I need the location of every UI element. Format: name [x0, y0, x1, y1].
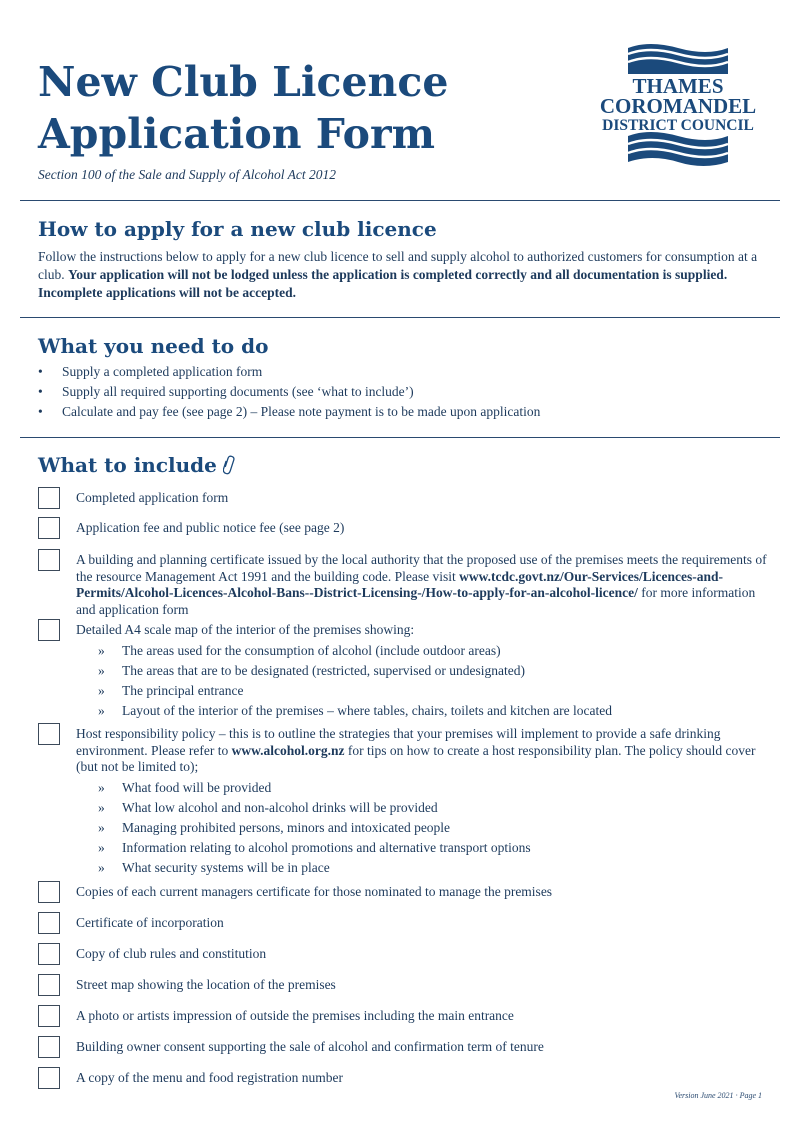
include-item [38, 1005, 768, 1025]
map-text: Detailed A4 scale map of the interior of the premises showing: [76, 622, 415, 637]
item-text: Copies of each current managers certificate for those nominated to manage the premises [76, 884, 553, 899]
item-text: Street map showing the location of the premises [76, 977, 336, 992]
item-text: Building owner consent supporting the sale of alcohol and confirmation term of tenure [76, 1039, 544, 1054]
item-text [76, 723, 768, 878]
certificate-tail: for more information and application form [76, 585, 756, 617]
include-item [38, 943, 768, 963]
host-policy-text: Host responsibility policy – this is to outline the strategies that your premises will implement to provide a safe drinking environment. Please refer to [76, 726, 721, 758]
host-policy-tail: for tips on how to create a host responsibility plan. The policy should cover (but not be limited to); [76, 742, 756, 774]
page-number: Page 1 [739, 1091, 762, 1100]
list-item: • Supply all required supporting documents (see ‘what to include’) [38, 382, 540, 402]
item-text [76, 549, 768, 618]
council-logo [594, 44, 762, 166]
what-to-do-heading: What you need to do [38, 334, 269, 358]
list-item: » Managing prohibited persons, minors and intoxicated people [76, 818, 768, 838]
item-text: A copy of the menu and food registration number [76, 1070, 343, 1085]
what-to-include-heading [38, 453, 235, 481]
list-item: » What food will be provided [76, 778, 768, 798]
logo-line-2: COROMANDEL [599, 94, 757, 118]
checkbox[interactable] [38, 881, 60, 903]
certificate-text: A building and planning certificate issued by the local authority that the proposed use of the premises meets the requirements of the resource Management Act 1991 and the building code. Please visit [76, 552, 767, 584]
include-item [38, 723, 768, 878]
include-item [38, 974, 768, 994]
page-title [38, 56, 448, 160]
map-sublist [76, 641, 768, 721]
footer-separator: · [735, 1091, 738, 1100]
item-text: Application fee and public notice fee (see page 2) [76, 520, 345, 535]
host-policy-sublist [76, 778, 768, 878]
include-item [38, 912, 768, 932]
what-to-include-title: What to include [38, 453, 217, 477]
title-line-2: Application Form [38, 110, 435, 158]
checkbox[interactable] [38, 619, 60, 641]
checkbox[interactable] [38, 1005, 60, 1027]
checkbox[interactable] [38, 943, 60, 965]
include-item [38, 881, 768, 901]
checkbox[interactable] [38, 1036, 60, 1058]
include-item [38, 1067, 768, 1087]
include-item [38, 1036, 768, 1056]
list-item: » What security systems will be in place [76, 858, 768, 878]
alcohol-link[interactable]: www.alcohol.org.nz [231, 742, 345, 758]
logo-line-1: THAMES [632, 74, 724, 98]
list-item: » What low alcohol and non-alcohol drinks will be provided [76, 798, 768, 818]
list-item: » Layout of the interior of the premises – where tables, chairs, toilets and kitchen are located [76, 701, 768, 721]
page-footer [674, 1091, 762, 1100]
version-label: Version June 2021 [674, 1091, 734, 1100]
checkbox[interactable] [38, 487, 60, 509]
what-to-do-list [38, 362, 540, 422]
include-item [38, 619, 768, 721]
item-text: Certificate of incorporation [76, 915, 224, 930]
title-line-1: New Club Licence [38, 58, 449, 106]
checkbox[interactable] [38, 912, 60, 934]
list-item: » Information relating to alcohol promotions and alternative transport options [76, 838, 768, 858]
how-to-apply-instructions: Follow the instructions below to apply for a new club licence to sell and supply alcohol to authorized customers for consumption at a club. [38, 249, 758, 282]
item-text: Completed application form [76, 490, 229, 505]
act-subtitle: Section 100 of the Sale and Supply of Alcohol Act 2012 [38, 167, 336, 182]
item-text [76, 619, 768, 721]
include-item [38, 549, 768, 618]
list-item: • Calculate and pay fee (see page 2) – Please note payment is to be made upon application [38, 402, 540, 422]
list-item: » The areas used for the consumption of alcohol (include outdoor areas) [76, 641, 768, 661]
checkbox[interactable] [38, 723, 60, 745]
list-item: » The principal entrance [76, 681, 768, 701]
logo-line-3: DISTRICT COUNCIL [602, 117, 754, 134]
divider [20, 200, 780, 201]
checkbox[interactable] [38, 1067, 60, 1089]
item-text: A photo or artists impression of outside the premises including the main entrance [76, 1008, 514, 1023]
how-to-apply-warning: Your application will not be lodged unless the application is completed correctly and all documentation is supplied. Incomplete applications will not be accepted. [38, 267, 728, 300]
include-item [38, 487, 768, 507]
how-to-apply-heading: How to apply for a new club licence [38, 217, 437, 241]
divider [20, 317, 780, 318]
checkbox[interactable] [38, 549, 60, 571]
tcdc-link[interactable]: www.tcdc.govt.nz/Our-Services/Licences-and-Permits/Alcohol-Licences-Alcohol-Bans--District-Licensing-/How-to-apply-for-an-alcohol-licence/ [76, 568, 723, 600]
list-item: • Supply a completed application form [38, 362, 540, 382]
item-text: Copy of club rules and constitution [76, 946, 267, 961]
paperclip-icon [223, 454, 235, 481]
checkbox[interactable] [38, 517, 60, 539]
how-to-apply-text [38, 248, 758, 302]
list-item: » The areas that are to be designated (restricted, supervised or undesignated) [76, 661, 768, 681]
divider [20, 437, 780, 438]
checkbox[interactable] [38, 974, 60, 996]
include-item [38, 517, 768, 537]
